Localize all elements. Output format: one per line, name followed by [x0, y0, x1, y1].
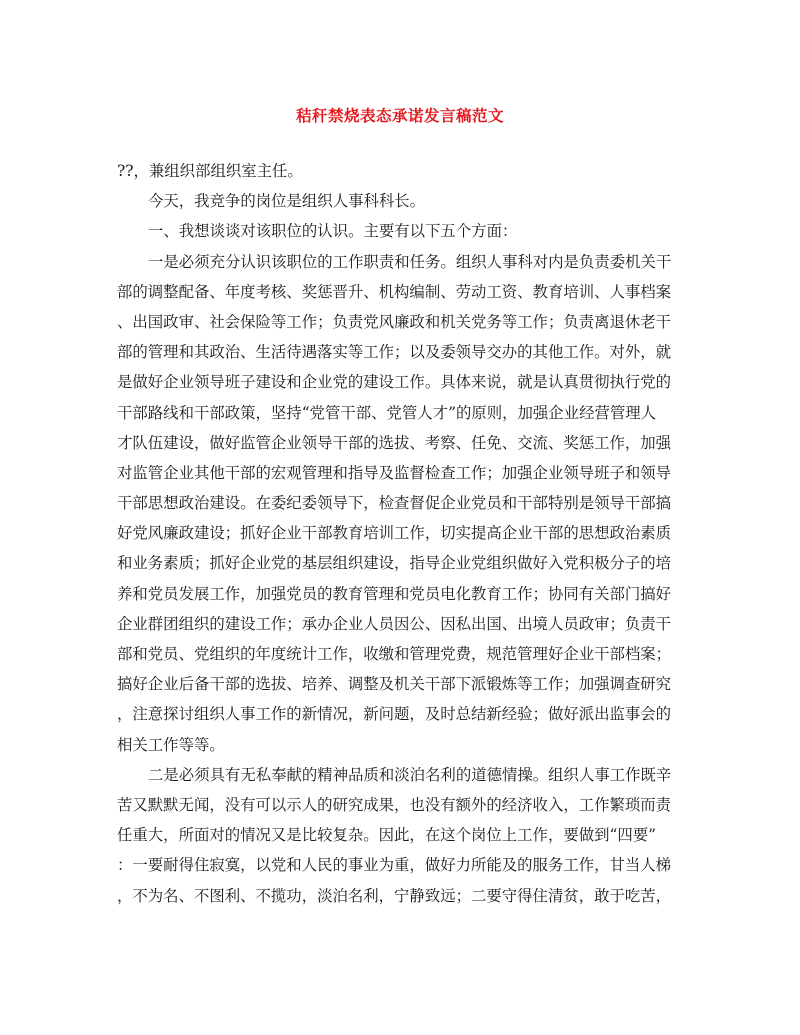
- body-line: 才队伍建设，做好监管企业领导干部的选拔、考察、任免、交流、奖惩工作，加强: [117, 433, 672, 452]
- body-line: 部和党员、党组织的年度统计工作，收缴和管理党费，规范管理好企业干部档案；: [117, 645, 672, 663]
- body-line: 对监管企业其他干部的宏观管理和指导及监督检查工作；加强企业领导班子和领导: [117, 463, 672, 482]
- body-line: 是做好企业领导班子建设和企业党的建设工作。具体来说，就是认真贯彻执行党的: [117, 373, 672, 392]
- body-line: 企业群团组织的建设工作；承办企业人员因公、因私出国、出境人员政审；负责干: [117, 614, 672, 633]
- body-line: 搞好企业后备干部的选拔、培养、调整及机关干部下派锻炼等工作；加强调查研究: [117, 675, 672, 694]
- body-line: 任重大，所面对的情况又是比较复杂。因此，在这个岗位上工作，要做到“四要”: [117, 826, 657, 845]
- body-line: 二是必须具有无私奉献的精神品质和淡泊名利的道德情操。组织人事工作既辛: [148, 765, 672, 784]
- body-line: 好党风廉政建设；抓好企业干部教育培训工作，切实提高企业干部的思想政治素质: [117, 524, 672, 543]
- body-line: 相关工作等等。: [117, 735, 225, 754]
- body-line: 苦又默默无闻，没有可以示人的研究成果，也没有额外的经济收入，工作繁琐而责: [117, 795, 672, 814]
- body-line: 部的调整配备、年度考核、奖惩晋升、机构编制、劳动工资、教育培训、人事档案: [117, 282, 672, 301]
- body-line: 干部路线和干部政策，坚持“党管干部、党管人才”的原则，加强企业经营管理人: [117, 403, 657, 422]
- body-line: 、出国政审、社会保险等工作；负责党风廉政和机关党务等工作；负责离退休老干: [117, 312, 672, 331]
- body-line: 和业务素质；抓好企业党的基层组织建设，指导企业党组织做好入党积极分子的培: [117, 554, 672, 573]
- body-line: 部的管理和其政治、生活待遇落实等工作；以及委领导交办的其他工作。对外，就: [117, 343, 672, 362]
- body-line: ，不为名、不图利、不揽功，淡泊名利，宁静致远；二要守得住清贫，敢于吃苦，: [117, 886, 672, 905]
- body-line: 一是必须充分认识该职位的工作职责和任务。组织人事科对内是负责委机关干: [148, 252, 672, 271]
- body-line: 干部思想政治建设。在委纪委领导下，检查督促企业党员和干部特别是领导干部搞: [117, 494, 672, 513]
- body-line: 一、我想谈谈对该职位的认识。主要有以下五个方面：: [148, 222, 518, 241]
- body-line: 今天，我竞争的岗位是组织人事科科长。: [148, 192, 426, 211]
- body-line: ：一要耐得住寂寞，以党和人民的事业为重，做好力所能及的服务工作，甘当人梯: [117, 856, 672, 875]
- body-line: 养和党员发展工作，加强党员的教育管理和党员电化教育工作；协同有关部门搞好: [117, 584, 672, 603]
- document-body: [117, 156, 683, 911]
- body-line: ??，兼组织部组织室主任。: [117, 162, 303, 180]
- document-title: 秸秆禁烧表态承诺发言稿范文: [295, 106, 504, 125]
- body-line: ，注意探讨组织人事工作的新情况，新问题，及时总结新经验；做好派出监事会的: [117, 705, 672, 724]
